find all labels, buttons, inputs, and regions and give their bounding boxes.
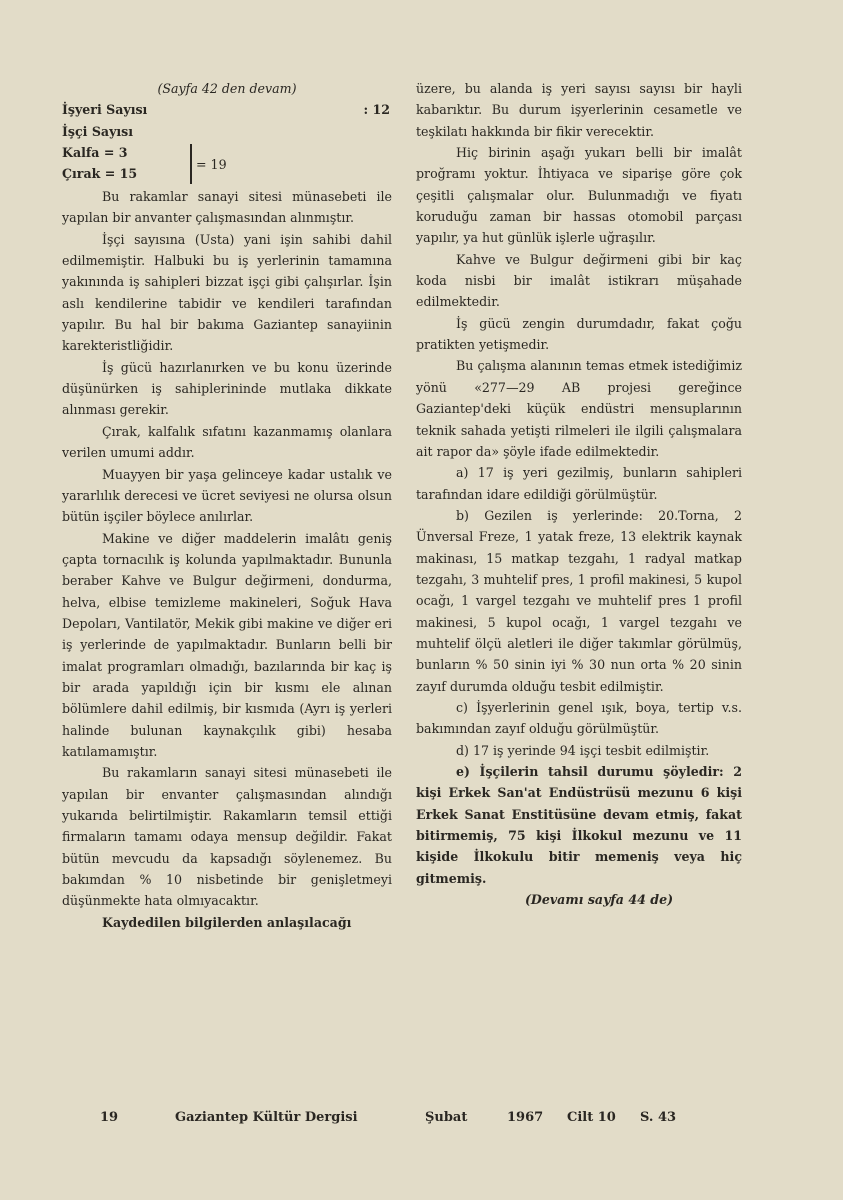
worker-total: = 19: [196, 157, 227, 173]
list-item: a) 17 iş yeri gezilmiş, bunların sahipleri tarafından idare edildiği görülmüştür.: [416, 465, 742, 502]
worker-breakdown: [62, 142, 392, 186]
magazine-name: Gaziantep Kültür Dergisi: [175, 1110, 358, 1125]
right-column: [416, 78, 742, 910]
workplaces-row: [62, 99, 392, 120]
list-item: d) 17 iş yerinde 94 işçi tesbit edilmiştir.: [456, 742, 710, 758]
list-item: b) Gezilen iş yerlerinde: 20.Torna, 2 Ünversal Freze, 1 yatak freze, 13 elektrik kaynak makinası, 15 matkap tezgahı, 1 radyal matkap tezgahı, 3 muhtelif pres, 1 profil makinesi, 5 kupol ocağı, 1 vargel tezgahı ve muhtelif pres 1 profil makinesi, 5 kupol ocağı, 1 vargel tezgahı ve muhtelif ölçü aletleri ile diğer takımlar görülmüş, bunların % 50 sinin iyi % 30 nun orta % 20 sinin zayıf durumda olduğu tesbit edilmiştir.: [416, 507, 742, 694]
paragraph: Muayyen bir yaşa gelinceye kadar ustalık ve yararlılık derecesi ve ücret seviyesi ne olursa olsun bütün işçiler böylece anılırlar.: [62, 466, 392, 525]
issue-year: 1967: [507, 1110, 544, 1125]
paragraph: Bu çalışma alanının temas etmek istediğimiz yönü «277—29 AB projesi gereğince Gaziantep'deki küçük endüstri mensuplarının teknik sahada yetişti rilmeleri ile ilgili çalışmalara ait rapor da» şöyle ifade edilmektedir.: [416, 358, 742, 459]
paragraph: Hiç birinin aşağı yukarı belli bir imalât proğramı yoktur. İhtiyaca ve siparişe göre çok çeşitli çalışmalar olur. Bulunmadığı ve fiyatı koruduğu zaman bir hassas otomobil parçası yapılır, ya hut günlük işlerle uğraşılır.: [416, 145, 742, 246]
paragraph: Kahve ve Bulgur değirmeni gibi bir kaç koda nisbi bir imalât istikrarı müşahade edilmektedir.: [416, 251, 742, 310]
paragraph: üzere, bu alanda iş yeri sayısı sayısı bir hayli kabarıktır. Bu durum işyerlerinin cesametle ve teşkilatı hakkında bir fikir verecektir.: [416, 81, 742, 139]
paragraph: Bu rakamların sanayi sitesi münasebeti ile yapılan bir envanter çalışmasından alındığı yukarıda belirtilmiştir. Rakamların temsil ettiği firmaların tamamı odaya mensup değildir. Fakat bütün mevcudu da kapsadığı söylenemez. Bu bakımdan % 10 nisbetinde bir genişletmeyi düşünmekte hata olmıyacaktır.: [62, 765, 392, 909]
kalfa-count: Kalfa = 3: [62, 145, 128, 161]
issue-month: Şubat: [425, 1110, 468, 1125]
paragraph: İş gücü hazırlanırken ve bu konu üzerinde düşünürken iş sahiplerininde mutlaka dikkate alınması gerekir.: [62, 359, 392, 418]
volume-number: Cilt 10: [567, 1110, 616, 1125]
continued-from-note: (Sayfa 42 den devam): [157, 81, 297, 96]
list-item: e) İşçilerin tahsil durumu şöyledir: 2 kişi Erkek San'at Endüstrüsü mezunu 6 kişi Erkek Sanat Enstitüsüne devam etmiş, fakat bitirmemiş, 75 kişi İlkokul mezunu ve 11 kişide İlkokulu bitir memeniş veya hiç gitmemiş.: [416, 764, 742, 886]
workplaces-value: : 12: [363, 102, 390, 118]
left-column: [62, 78, 392, 933]
paragraph: Kaydedilen bilgilerden anlaşılacağı: [102, 914, 352, 930]
bracket-line: [190, 144, 192, 184]
paragraph: İşçi sayısına (Usta) yani işin sahibi dahil edilmemiştir. Halbuki bu iş yerlerinin tamamına yakınında iş sahipleri bizzat işçi gibi çalışırlar. İşin aslı kendilerine tabidir ve kendileri tarafından yapılır. Bu hal bir bakıma Gaziantep sanayiinin karekteristliğidir.: [62, 231, 392, 354]
paragraph: İş gücü zengin durumdadır, fakat çoğu pratikten yetişmedir.: [416, 315, 742, 353]
list-item: c) İşyerlerinin genel ışık, boya, tertip v.s. bakımından zayıf olduğu görülmüştür.: [416, 699, 742, 737]
paragraph: Makine ve diğer maddelerin imalâtı geniş çapta tornacılık iş kolunda yapılmaktadır. Bununla beraber Kahve ve Bulgur değirmeni, dondurma, helva, elbise temizleme makineleri, Soğuk Hava Depoları, Vantilatör, Mekik gibi makine ve diğer eri iş yerlerinde de yapılmaktadır. Bunların belli bir imalat programları olmadığı, bazılarında bir kaç iş bir arada yapıldığı için bir kısmı ele alınan bölümlere dahil edilmiş, bir kısmıda (Ayrı iş yerleri halinde bulunan kaynakçılık gibi) hesaba katılamamıştır.: [62, 530, 392, 759]
continued-to-note: (Devamı sayfa 44 de): [524, 892, 674, 908]
workplaces-label: İşyeri Sayısı: [62, 102, 148, 118]
page-number: 19: [100, 1110, 119, 1125]
workers-row: [62, 121, 392, 142]
workers-label: İşçi Sayısı: [62, 123, 134, 139]
cirak-count: Çırak = 15: [62, 166, 138, 182]
paragraph: Bu rakamlar sanayi sitesi münasebeti ile yapılan bir anvanter çalışmasından alınmıştır.: [62, 189, 392, 226]
issue-number: S. 43: [640, 1110, 677, 1125]
paragraph: Çırak, kalfalık sıfatını kazanmamış olanlara verilen umumi addır.: [62, 423, 392, 461]
